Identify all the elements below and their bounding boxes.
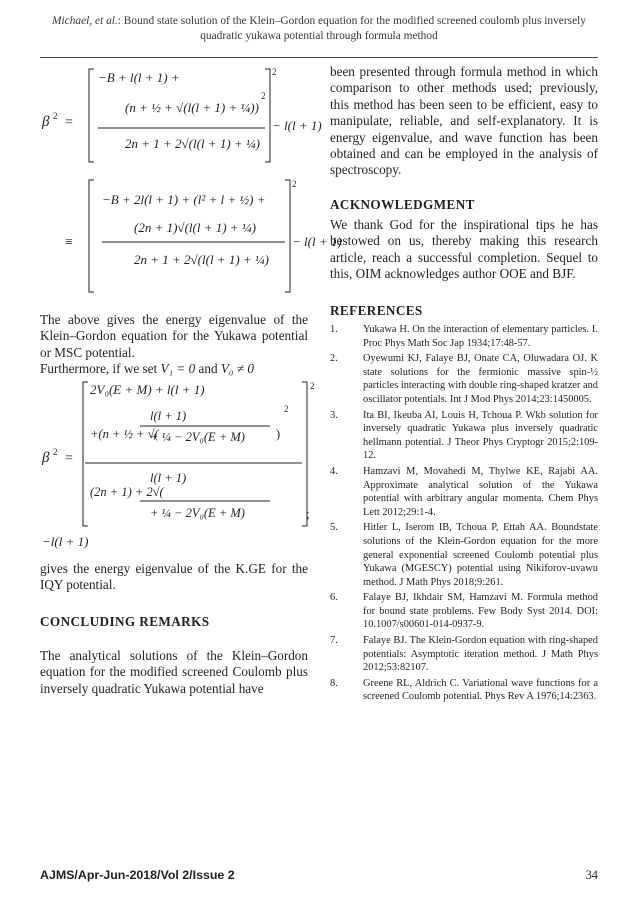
footer-page-number: 34 <box>585 868 598 882</box>
furthermore-and: and <box>198 361 218 376</box>
reference-item <box>330 352 598 406</box>
eq3-inner-open: +(n + ½ + √( <box>90 427 159 441</box>
footer-journal: AJMS/Apr-Jun-2018/Vol 2/Issue 2 <box>40 868 235 882</box>
eq1-denominator: 2n + 1 + 2√(l(l + 1) + ¼) <box>125 136 261 151</box>
eq3-frac-den: + ¼ − 2V₀(E + M) <box>150 430 245 444</box>
eq1-numerator: (n + ½ + √(l(l + 1) + ¼)) <box>125 100 259 115</box>
eq3-den-lead: (2n + 1) + 2√( <box>90 485 164 499</box>
paragraph-furthermore <box>40 361 308 377</box>
eq3-inner-close: ) <box>276 427 281 441</box>
reference-item <box>330 409 598 463</box>
eq1-equals: = <box>65 115 73 130</box>
reference-number: 6. <box>330 592 338 604</box>
reference-number: 7. <box>330 635 338 647</box>
reference-text: Hitler L, Iserom IB, Tchoua P, Ettah AA. Boundstate solutions of the Klein-Gordon equation for the more general exponential screened Coulomb potential plus Yukawa (MGESCY) potential using Nikiforov-uvawu method. J Math Phys 2018;9:261. <box>363 522 598 588</box>
eq3-den-frac-num: l(l + 1) <box>150 471 187 485</box>
reference-item <box>330 465 598 519</box>
equation-1 <box>40 64 322 164</box>
reference-text: Oyewumi KJ, Falaye BJ, Onate CA, Oluwadara OJ. K state solutions for the fermionic massive spin-½ particles interacting with double ring-shaped kratzer and oscillator potentials. Int J Mod Phys 2014;23:1450005. <box>363 353 598 405</box>
header-authors: Michael, et al. <box>52 15 118 27</box>
paragraph-acknowledgment: We thank God for the inspirational tips he has bestowed on us, thereby making this research article, reach a successful completion. Sequel to this, OIM acknowledges author OOE and BJF. <box>330 217 598 282</box>
reference-number: 5. <box>330 522 338 534</box>
eq1-tail: − l(l + 1) <box>272 118 322 133</box>
running-header <box>40 14 598 44</box>
paragraph-iqy: gives the energy eigenvalue of the K.GE for the IQY potential. <box>40 561 308 593</box>
eq1-line1: −B + l(l + 1) + <box>98 70 180 85</box>
header-rule <box>40 57 598 58</box>
reference-text: Falaye BJ. The Klein-Gordon equation with ring-shaped potentials: Asymptotic iteration method. J Math Phys 2012;53:82107. <box>363 635 598 674</box>
eq3-lhs-exp: 2 <box>53 447 58 457</box>
eq2-equiv: ≡ <box>65 235 73 250</box>
paragraph-conclusion: The analytical solutions of the Klein–Gordon equation for the modified screened Coulomb plus inversely quadratic Yukawa potential have <box>40 648 308 696</box>
heading-acknowledgment: ACKNOWLEDGMENT <box>330 197 475 212</box>
furthermore-lead: Furthermore, if we set <box>40 361 158 376</box>
equation-3 <box>40 378 315 552</box>
eq2-tail: − l(l + 1) <box>292 234 342 249</box>
eq1-lhs-exp: 2 <box>53 111 58 121</box>
reference-item <box>330 323 598 350</box>
reference-number: 3. <box>330 409 338 421</box>
reference-text: Hamzavi M, Movahedi M, Thylwe KE, Rajabi AA. Approximate analytical solution of the Yukawa potential with arbitrary angular momenta. Chem Phys Lett 2012;29:1-4. <box>363 465 598 518</box>
eq3-line1: 2V₀(E + M) + l(l + 1) <box>90 382 205 397</box>
equation-2 <box>40 176 342 294</box>
paragraph-conclusion-continued: been presented through formula method in which comparison to other methods used; previously, this method has been seen to be efficient, easy to manipulate, reliable, and self-explanatory. It is energy eigenvalue, and wave function has been obtained and can be employed in the analysis of spectroscopy. <box>330 64 598 178</box>
eq1-lhs: β <box>42 114 50 130</box>
reference-item <box>330 521 598 589</box>
eq3-frac-num: l(l + 1) <box>150 409 187 423</box>
reference-item <box>330 634 598 675</box>
eq2-denominator: 2n + 1 + 2√(l(l + 1) + ¼) <box>134 252 270 267</box>
eq3-den-frac-den: + ¼ − 2V₀(E + M) <box>150 506 245 520</box>
eq1-outer-exp: 2 <box>272 67 277 77</box>
reference-number: 4. <box>330 465 338 477</box>
reference-text: Yukawa H. On the interaction of elementary particles. I. Proc Phys Math Soc Jap 1934;17:48-57. <box>363 324 598 349</box>
condition-v1: V₁ = 0 <box>160 361 196 376</box>
eq3-semicolon: ; <box>306 506 310 521</box>
eq2-line1: −B + 2l(l + 1) + (l² + l + ½) + <box>102 192 266 207</box>
reference-text: Falaye BJ, Ikhdair SM, Hamzavi M. Formula method for bound state problems. Few Body Syst 2014. DOI: 10.1007/s00601-014-0937-9. <box>363 592 598 631</box>
reference-number: 1. <box>330 324 338 335</box>
reference-text: Greene RL, Aldrich C. Variational wave functions for a screened Coulomb potential. Phys Rev A 1976;14:2363. <box>363 677 598 703</box>
reference-text: Ita BI, Ikeuba AI, Louis H, Tchoua P. Wkb solution for inversely quadratic Yukawa plus inversely quadratic hellmann potential. J Theor Phys Cryptogr 2015;2:109-12. <box>363 409 598 462</box>
header-title: : Bound state solution of the Klein–Gordon equation for the modified screened coulomb plus inversely quadratic yukawa potential through formula method <box>117 15 586 42</box>
paragraph-energy-eigenvalue: The above gives the energy eigenvalue of the Klein–Gordon equation for the Yukawa potential or MSC potential. <box>40 312 308 360</box>
reference-number: 8. <box>330 677 338 689</box>
reference-list <box>330 323 598 706</box>
reference-item <box>330 677 598 704</box>
reference-item <box>330 591 598 632</box>
eq2-numerator: (2n + 1)√(l(l + 1) + ¼) <box>134 220 256 235</box>
eq3-equals: = <box>65 451 73 466</box>
reference-number: 2. <box>330 353 338 365</box>
eq1-num-exp: 2 <box>261 91 266 101</box>
eq3-lhs: β <box>42 450 50 466</box>
condition-v0: V₀ ≠ 0 <box>220 361 254 376</box>
eq3-outer-exp: 2 <box>310 381 315 391</box>
heading-references: REFERENCES <box>330 303 423 318</box>
eq2-outer-exp: 2 <box>292 179 297 189</box>
heading-concluding-remarks: CONCLUDING REMARKS <box>40 614 210 629</box>
eq3-inner-exp: 2 <box>284 404 289 414</box>
eq3-tail: −l(l + 1) <box>42 534 89 549</box>
